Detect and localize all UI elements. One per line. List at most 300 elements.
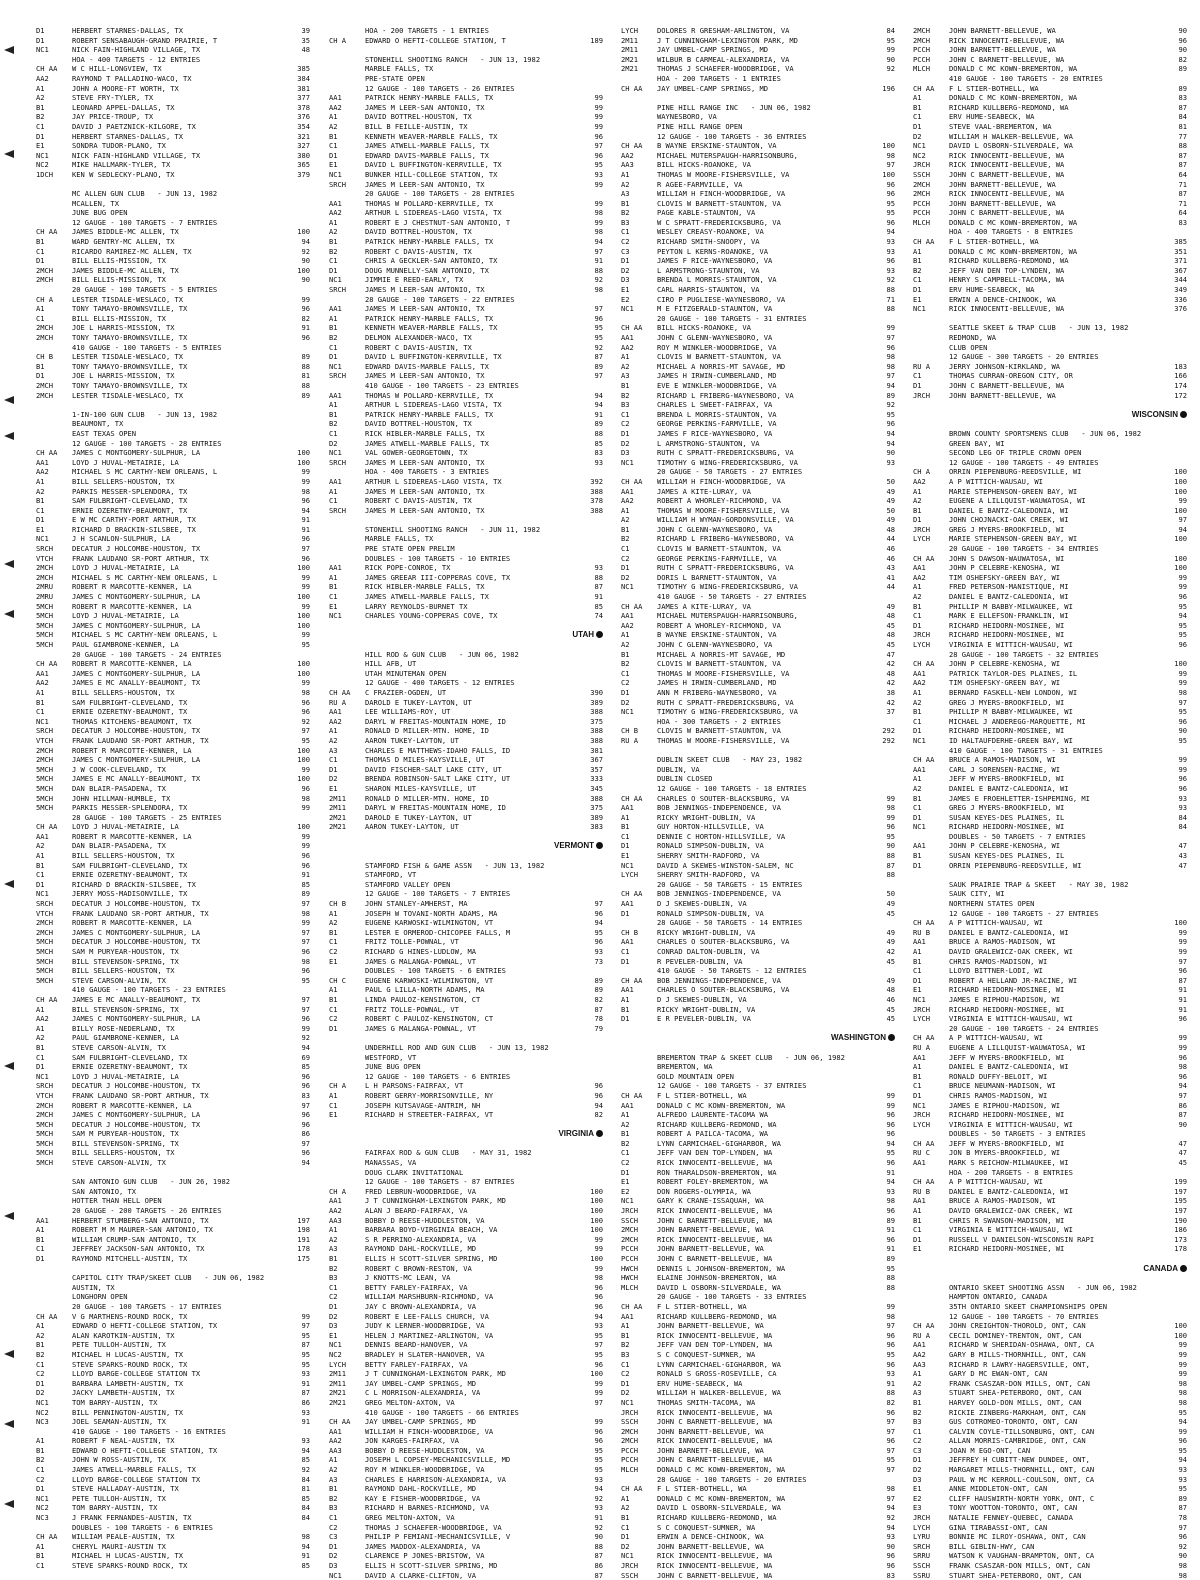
- class-code: B1: [329, 237, 338, 247]
- class-code: NC1: [36, 534, 49, 544]
- class-code: D3: [913, 1474, 922, 1484]
- class-code: CH AA: [913, 1321, 935, 1331]
- result-row: [36, 1503, 316, 1513]
- shooter-name: ORRIN PIEPENBURG-REEDSVILLE, WI: [949, 467, 1082, 477]
- class-code: C1: [913, 1081, 922, 1091]
- score: 92: [301, 716, 310, 726]
- result-row: [36, 611, 316, 621]
- score: 97: [1178, 956, 1187, 966]
- shooter-name: BRENDA ROBINSON-SALT LAKE CITY, UT: [365, 774, 511, 784]
- class-code: CH A: [329, 1186, 347, 1196]
- class-code: E1: [621, 1177, 630, 1187]
- class-code: AA1: [621, 985, 634, 995]
- shooter-name: CLOVIS W BARNETT-STAUNTON, VA: [657, 544, 781, 554]
- class-code: A2: [329, 121, 338, 131]
- result-row: [329, 1225, 609, 1235]
- result-row: [913, 1177, 1193, 1187]
- score: 85: [301, 879, 310, 889]
- shooter-name: ROBERT A WHORLEY-RICHMOND, VA: [657, 620, 781, 630]
- class-code: NC1: [36, 45, 49, 55]
- class-code: JRCH: [621, 1206, 639, 1216]
- shooter-name: LOYD J HUVAL-METAIRIE, LA: [72, 563, 179, 573]
- class-code: VTCH: [36, 553, 54, 563]
- result-row: [621, 1417, 901, 1427]
- class-code: 2MCH: [36, 927, 54, 937]
- result-row: [329, 227, 609, 237]
- result-row: [621, 84, 901, 94]
- class-code: B1: [621, 380, 630, 390]
- result-row: [36, 1081, 316, 1091]
- shooter-name: BOBBY D REESE-HUDDLESTON, VA: [365, 1445, 485, 1455]
- score: 98: [301, 1532, 310, 1542]
- class-code: 2M21: [621, 54, 639, 64]
- score: 85: [301, 1493, 310, 1503]
- score: 71: [886, 294, 895, 304]
- result-row: [621, 678, 901, 688]
- event-heading: [329, 525, 609, 535]
- result-row: [913, 112, 1193, 122]
- class-code: SSCH: [913, 1561, 931, 1570]
- shooter-name: JEFF VAN DEN TOP-LYNDEN, WA: [657, 1340, 773, 1350]
- class-code: A1: [36, 1541, 45, 1551]
- result-row: [621, 707, 901, 717]
- heading-text: SAUK PRAIRIE TRAP & SKEET - MAY 30, 1982: [949, 879, 1129, 889]
- result-row: [913, 582, 1193, 592]
- shooter-name: SHERRY SMITH-RADFORD, VA: [657, 870, 760, 880]
- score: 99: [1178, 1426, 1187, 1436]
- heading-text: STAMFORD, VT: [365, 870, 417, 880]
- shooter-name: JAY C BROWN-ALEXANDRIA, VA: [365, 1301, 477, 1311]
- shooter-name: TONY TAMAYO-BROWNSVILLE, TX: [72, 380, 188, 390]
- score: 83: [594, 448, 603, 458]
- score: 93: [594, 457, 603, 467]
- result-row: [36, 870, 316, 880]
- shooter-name: RICKIE ZINBERG-MARKHAM, ONT, CAN: [949, 1407, 1086, 1417]
- score: 371: [1174, 256, 1187, 266]
- result-row: [329, 1427, 609, 1437]
- shooter-name: STEVE SPARKS-ROUND ROCK, TX: [72, 1561, 188, 1570]
- class-code: B3: [913, 1417, 922, 1427]
- score: 100: [590, 1369, 603, 1379]
- score: 77: [1178, 131, 1187, 141]
- shooter-name: LOYD J HUVAL-METAIRIE, LA: [72, 822, 179, 832]
- score: 89: [301, 889, 310, 899]
- score: 85: [301, 1062, 310, 1072]
- shooter-name: RICHARD G HINES-LUDLOW, MA: [365, 947, 477, 956]
- shooter-name: GARY K CRANE-ISSAQUAH, WA: [657, 1196, 764, 1206]
- shooter-name: DAVID GRALEWICZ-OAK CREEK, WI: [949, 947, 1073, 956]
- class-code: A1: [329, 1455, 338, 1465]
- score: 94: [594, 1484, 603, 1494]
- shooter-name: NICK FAIN-HIGHLAND VILLAGE, TX: [72, 150, 201, 160]
- result-row: [913, 1427, 1193, 1437]
- shooter-name: JOE L HARRIS-MISSION, TX: [72, 323, 175, 333]
- event-heading: [329, 55, 609, 65]
- class-code: SRCH: [329, 457, 347, 467]
- result-row: [621, 64, 901, 74]
- result-row: [621, 333, 901, 343]
- shooter-name: ROY M WINKLER-WOODBRIDGE, VA: [365, 1465, 485, 1475]
- result-row: [329, 1398, 609, 1408]
- shooter-name: BILL ELLIS-MISSION, TX: [72, 275, 166, 285]
- result-row: [329, 362, 609, 372]
- shooter-name: RICK INNOCENTI-BELLEVUE, WA: [949, 35, 1065, 45]
- score: 50: [886, 889, 895, 899]
- class-code: RU A: [913, 1042, 931, 1052]
- event-heading: [913, 544, 1193, 554]
- result-row: [621, 832, 901, 842]
- result-row: [329, 333, 609, 343]
- score: 94: [886, 227, 895, 237]
- result-row: [621, 439, 901, 449]
- shooter-name: FRANK CSASZAR-DON MILLS, ONT, CAN: [949, 1561, 1090, 1570]
- result-row: [621, 295, 901, 305]
- heading-text: AUSTIN, TX: [72, 1282, 115, 1292]
- result-row: [621, 487, 901, 497]
- class-code: C1: [913, 716, 922, 726]
- shooter-name: BRENDA L MORRIS-STAUNTON, VA: [657, 409, 777, 419]
- score: 99: [1178, 1369, 1187, 1379]
- margin-arrow-mark: [4, 1500, 14, 1508]
- score: 87: [594, 1551, 603, 1561]
- shooter-name: CHARLES E MATTHEWS-IDAHO FALLS, ID: [365, 745, 511, 755]
- event-heading: [329, 544, 609, 554]
- heading-text: PINE HILL RANGE OPEN: [657, 121, 743, 131]
- class-code: AA1: [913, 1158, 926, 1168]
- result-row: [329, 1532, 609, 1542]
- result-row: [36, 448, 316, 458]
- shooter-name: JAMES C MONTGOMERY-SULPHUR, LA: [72, 755, 201, 765]
- shooter-name: DAVID FISCHER-SALT LAKE CITY, UT: [365, 764, 502, 774]
- shooter-name: JAMES C MONTGOMERY-SULPHUR, LA: [72, 1014, 201, 1024]
- score: 96: [886, 217, 895, 227]
- result-row: [36, 1014, 316, 1024]
- class-code: B1: [913, 851, 922, 861]
- score: 45: [1178, 1158, 1187, 1168]
- score: 99: [1178, 678, 1187, 688]
- class-code: C2: [621, 237, 630, 247]
- shooter-name: MICHAEL J ANDEREGG-MARQUETTE, MI: [949, 716, 1086, 726]
- score: 100: [1174, 1321, 1187, 1331]
- result-row: [36, 582, 316, 592]
- class-code: PCCH: [913, 208, 931, 218]
- result-row: [913, 36, 1193, 46]
- shooter-name: JOHN C BARNETT-BELLEVUE, WA: [657, 1254, 773, 1263]
- shooter-name: RICHARD R LAWRY-HAGERSVILLE, ONT,: [949, 1359, 1090, 1369]
- score: 89: [594, 419, 603, 429]
- result-row: [621, 1542, 901, 1552]
- class-code: A1: [329, 313, 338, 323]
- score: 99: [301, 678, 310, 688]
- result-row: [36, 1129, 316, 1139]
- spacer: [329, 832, 609, 842]
- shooter-name: PAUL G LILLA-NORTH ADAMS, MA: [365, 985, 485, 995]
- class-code: C1: [913, 1225, 922, 1235]
- score: 88: [886, 1282, 895, 1292]
- score: 97: [886, 371, 895, 381]
- result-row: [36, 822, 316, 832]
- score: 98: [1178, 1570, 1187, 1580]
- shooter-name: JAMES MADDOX-ALEXANDRIA, VA: [365, 1541, 481, 1551]
- score: 41: [886, 572, 895, 582]
- score: 378: [590, 496, 603, 506]
- score: 173: [1174, 1234, 1187, 1244]
- shooter-name: TOM BARRY-AUSTIN, TX: [72, 1503, 158, 1513]
- shooter-name: GREG J MYERS-BROOKFIELD, WI: [949, 524, 1065, 534]
- score: 90: [886, 54, 895, 64]
- shooter-name: WATSON K VAUGHAN-BRAMPTON, ONT, CA: [949, 1551, 1095, 1561]
- event-heading: [36, 650, 316, 660]
- score: 44: [886, 582, 895, 592]
- shooter-name: RAYMOND MITCHELL-AUSTIN, TX: [72, 1254, 188, 1263]
- class-code: CH AA: [36, 822, 58, 832]
- class-code: E1: [329, 956, 338, 966]
- shooter-name: JAMES M LEER-SAN ANTONIO, TX: [365, 102, 485, 112]
- shooter-name: SAM FULBRIGHT-CLEVELAND, TX: [72, 496, 188, 506]
- result-row: [36, 1225, 316, 1235]
- score: 94: [1178, 1455, 1187, 1465]
- score: 97: [301, 927, 310, 937]
- event-heading: [36, 1292, 316, 1302]
- score: 95: [594, 1455, 603, 1465]
- score: 88: [594, 572, 603, 582]
- score: 178: [297, 1244, 310, 1254]
- class-code: D1: [329, 1023, 338, 1033]
- result-row: [36, 1321, 316, 1331]
- score: 97: [886, 1493, 895, 1503]
- class-code: D1: [36, 879, 45, 889]
- score: 100: [1174, 659, 1187, 669]
- shooter-name: B WAYNE ERSKINE-STAUNTON, VA: [657, 141, 777, 151]
- shooter-name: AARON TUKEY-LAYTON, UT: [365, 822, 459, 832]
- score: 384: [297, 73, 310, 83]
- score: 99: [1178, 668, 1187, 678]
- class-code: AA1: [621, 333, 634, 342]
- class-code: C2: [621, 419, 630, 429]
- score: 95: [594, 1349, 603, 1359]
- shooter-name: FRANK LAUDANO SR-PORT ARTHUR, TX: [72, 735, 209, 745]
- result-row: [913, 151, 1193, 161]
- class-code: 2MCH: [36, 275, 54, 285]
- class-code: LYCH: [913, 534, 931, 544]
- score: 191: [297, 1234, 310, 1244]
- heading-text: NORTHERN STATES OPEN: [949, 899, 1035, 909]
- bullet-dot-icon: [596, 631, 603, 638]
- result-row: [913, 1053, 1193, 1063]
- class-code: AA1: [621, 611, 634, 621]
- event-heading: [329, 861, 609, 871]
- heading-text: JUNE BUG OPEN: [72, 208, 128, 218]
- shooter-name: CLIFF HAUSWIRTH-NORTH YORK, ONT, C: [949, 1493, 1095, 1503]
- heading-text: 20 GAUGE - 200 TARGETS - 26 ENTRIES: [72, 1206, 222, 1216]
- class-code: CH AA: [913, 237, 935, 247]
- score: 92: [886, 1513, 895, 1523]
- class-code: 2MCH: [621, 1436, 639, 1446]
- class-code: D2: [913, 131, 922, 141]
- class-code: AA2: [329, 716, 342, 726]
- shooter-name: C L MORRISON-ALEXANDRIA, VA: [365, 1388, 481, 1398]
- score: 94: [886, 1522, 895, 1532]
- result-row: [36, 515, 316, 525]
- shooter-name: JAMES C MONTGOMERY-SULPHUR, LA: [72, 1110, 201, 1120]
- shooter-name: W C SPRATT-FREDERICKSBURG, VA: [657, 217, 781, 227]
- result-row: [329, 899, 609, 909]
- shooter-name: JAMES ATWELL-MARBLE FALLS, TX: [365, 592, 489, 602]
- result-row: [621, 506, 901, 516]
- shooter-name: DAVID A CLARKE-CLIFTON, VA: [365, 1570, 477, 1580]
- bullet-dot-icon: [888, 1034, 895, 1041]
- shooter-name: RAYMOND T PALLADINO-WACO, TX: [72, 73, 192, 83]
- score: 43: [886, 563, 895, 573]
- shooter-name: DENNIS BEARD-HANOVER, VA: [365, 1340, 468, 1350]
- event-heading: [913, 1168, 1193, 1178]
- result-row: [329, 352, 609, 362]
- result-row: [329, 1196, 609, 1206]
- score: 97: [886, 1321, 895, 1331]
- class-code: LYCH: [621, 870, 639, 880]
- shooter-name: ELLIS H SCOTT-SILVER SPRING, MD: [365, 1561, 498, 1570]
- score: 92: [301, 246, 310, 256]
- class-code: AA1: [329, 390, 342, 400]
- class-code: VTCH: [36, 735, 54, 745]
- score: 86: [301, 1397, 310, 1407]
- class-code: D1: [329, 1541, 338, 1551]
- shooter-name: WILLIAM H FINCH-WOODBRIDGE, VA: [657, 189, 786, 199]
- class-code: NC1: [36, 716, 49, 726]
- class-code: A1: [329, 985, 338, 995]
- shooter-name: JAMES M LEER-SAN ANTONIO, TX: [365, 285, 485, 295]
- score: 178: [1174, 1244, 1187, 1254]
- score: 100: [1174, 486, 1187, 496]
- shooter-name: FRED LEBRUN-WOODBRIDGE, VA: [365, 1186, 477, 1196]
- heading-text: PRE STATE OPEN PRELIM: [365, 544, 455, 554]
- result-row: [36, 937, 316, 947]
- class-code: 5MCH: [36, 630, 54, 640]
- score: 87: [1178, 189, 1187, 199]
- result-row: [913, 141, 1193, 151]
- result-row: [621, 1465, 901, 1475]
- margin-arrow-mark: [4, 1420, 14, 1428]
- result-row: [36, 1417, 316, 1427]
- result-row: [36, 803, 316, 813]
- result-row: [329, 256, 609, 266]
- result-row: [36, 1475, 316, 1485]
- shooter-name: BERNARD FASKELL-NEW LONDON, WI: [949, 687, 1078, 697]
- score: 166: [1174, 371, 1187, 381]
- result-row: [913, 1475, 1193, 1485]
- shooter-name: BILL SELLERS-HOUSTON, TX: [72, 476, 175, 486]
- class-code: D2: [621, 572, 630, 582]
- result-row: [913, 621, 1193, 631]
- result-row: [621, 602, 901, 612]
- heading-text: HAMPTON ONTARIO, CANADA: [949, 1292, 1048, 1302]
- event-heading: [329, 1158, 609, 1168]
- class-code: B2: [329, 333, 338, 342]
- shooter-name: RICK INNOCENTI-BELLEVUE, WA: [657, 1561, 773, 1570]
- score: 93: [886, 265, 895, 275]
- result-row: [329, 1244, 609, 1254]
- class-code: C2: [329, 947, 338, 956]
- result-row: [36, 1312, 316, 1322]
- result-row: [913, 1465, 1193, 1475]
- class-code: D1: [913, 726, 922, 736]
- shooter-name: KENNETH WEAVER-MARBLE FALLS, TX: [365, 131, 498, 141]
- result-row: [913, 1081, 1193, 1091]
- class-code: CH B: [36, 352, 54, 362]
- shooter-name: ROBERT C PAULOZ-KENSINGTON, CT: [365, 1014, 494, 1024]
- shooter-name: PATRICK HENRY-MARBLE FALLS, TX: [365, 237, 494, 247]
- result-row: [913, 928, 1193, 938]
- score: 45: [886, 956, 895, 966]
- class-code: E1: [913, 294, 922, 304]
- result-row: [329, 1379, 609, 1389]
- shooter-name: ERNIE OZERETNY-BEAUMONT, TX: [72, 707, 188, 717]
- event-heading: [913, 343, 1193, 353]
- result-row: [36, 477, 316, 487]
- shooter-name: BOB JENNINGS-INDEPENDENCE, VA: [657, 803, 781, 813]
- score: 94: [594, 400, 603, 410]
- result-row: [621, 1206, 901, 1216]
- shooter-name: TONY TAMAYO-BROWNSVILLE, TX: [72, 304, 188, 314]
- result-row: [36, 794, 316, 804]
- shooter-name: RAYMOND DAHL-ROCKVILLE, MD: [365, 1484, 477, 1494]
- shooter-name: DAVID BOTTREL-HOUSTON, TX: [365, 112, 472, 122]
- shooter-name: JAMES ATWELL-MARBLE FALLS, TX: [365, 438, 489, 448]
- shooter-name: KEN W SEDLECKY-PLANO, TX: [72, 169, 175, 179]
- result-row: [913, 1350, 1193, 1360]
- score: 89: [594, 985, 603, 995]
- result-row: [36, 1446, 316, 1456]
- result-row: [36, 1379, 316, 1389]
- shooter-name: PEYTON L KERNS-ROANOKE, VA: [657, 246, 769, 256]
- shooter-name: BRUCE A RAMOS-MADISON, WI: [949, 755, 1056, 765]
- class-code: E1: [913, 985, 922, 995]
- score: 96: [594, 1301, 603, 1311]
- score: 97: [594, 304, 603, 314]
- spacer: [329, 1139, 609, 1149]
- result-row: [329, 1446, 609, 1456]
- result-row: [329, 602, 609, 612]
- score: 95: [594, 1330, 603, 1340]
- heading-text: 12 GAUGE - 100 TARGETS - 49 ENTRIES: [949, 457, 1099, 467]
- result-row: [913, 1091, 1193, 1101]
- class-code: C1: [329, 1513, 338, 1523]
- result-row: [36, 1053, 316, 1063]
- result-row: [621, 1254, 901, 1264]
- heading-text: PINE HILL RANGE INC - JUN 06, 1982: [657, 102, 811, 112]
- class-code: SRCH: [36, 726, 54, 736]
- score: 97: [594, 1340, 603, 1350]
- result-row: [329, 1369, 609, 1379]
- result-row: [913, 841, 1193, 851]
- shooter-name: JOHN P CELEBRE-KENOSHA, WI: [949, 563, 1061, 573]
- shooter-name: JOHN A MOORE-FT WORTH, TX: [72, 83, 179, 93]
- event-heading: [913, 333, 1193, 343]
- score: 93: [594, 169, 603, 179]
- heading-text: 20 GAUGE - 100 TARGETS - 24 ENTRIES: [949, 1023, 1099, 1033]
- score: 96: [886, 1330, 895, 1340]
- shooter-name: MICHAEL H LUCAS-AUSTIN, TX: [72, 1349, 184, 1359]
- result-row: [36, 1005, 316, 1015]
- shooter-name: LOYD J HUVAL-METAIRIE, LA: [72, 1071, 179, 1081]
- shooter-name: DAVID L BUFFINGTON-KERRVILLE, TX: [365, 160, 502, 170]
- class-code: D1: [621, 563, 630, 573]
- result-row: [621, 1513, 901, 1523]
- score: 96: [886, 419, 895, 429]
- shooter-name: JAY UMBEL-CAMP SPRINGS, MD: [365, 1417, 477, 1427]
- result-row: [913, 813, 1193, 823]
- score: 93: [301, 1436, 310, 1446]
